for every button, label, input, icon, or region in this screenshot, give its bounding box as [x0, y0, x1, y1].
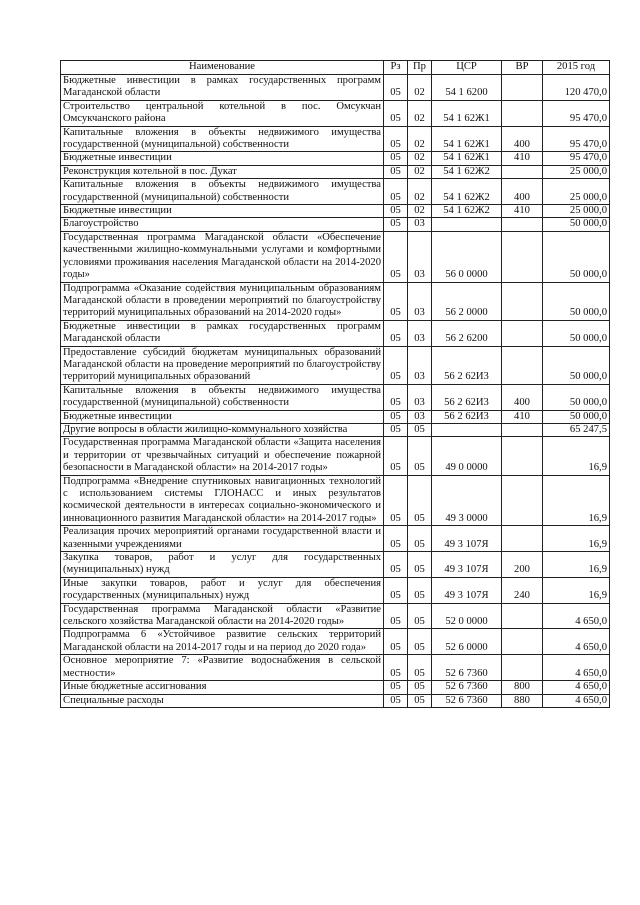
csr-cell: 49 3 107Я — [432, 552, 502, 578]
header-rz: Рз — [384, 61, 408, 75]
table-row — [61, 423, 610, 436]
amount-cell: 4 650,0 — [543, 603, 610, 629]
vr-cell: 200 — [502, 552, 543, 578]
csr-cell: 52 6 0000 — [432, 629, 502, 655]
table-row — [61, 410, 610, 423]
vr-cell — [502, 655, 543, 681]
table-row — [61, 282, 610, 320]
table-row — [61, 100, 610, 126]
rz-cell: 05 — [384, 681, 408, 694]
rz-cell: 05 — [384, 629, 408, 655]
row-name-cell: Специальные расходы — [61, 694, 384, 707]
row-name-cell: Государственная программа Магаданской области «Развитие сельского хозяйства Магаданской области на 2014-2020 годы» — [61, 603, 384, 629]
pr-cell: 05 — [408, 437, 432, 475]
row-name-cell: Подпрограмма «Внедрение спутниковых навигационных технологий с использованием системы ГЛОНАСС и иных результатов космической деятельности в интересах социально-экономического и инновационного развития Магаданской области» на 2014-2017 годы» — [61, 475, 384, 526]
table-row — [61, 437, 610, 475]
rz-cell: 05 — [384, 437, 408, 475]
amount-cell: 16,9 — [543, 475, 610, 526]
vr-cell — [502, 603, 543, 629]
vr-cell — [502, 526, 543, 552]
amount-cell: 25 000,0 — [543, 205, 610, 218]
table-row — [61, 179, 610, 205]
table-row — [61, 384, 610, 410]
rz-cell: 05 — [384, 100, 408, 126]
pr-cell: 02 — [408, 126, 432, 152]
vr-cell — [502, 437, 543, 475]
csr-cell: 54 1 62Ж2 — [432, 165, 502, 178]
vr-cell — [502, 346, 543, 384]
amount-cell: 16,9 — [543, 526, 610, 552]
pr-cell: 05 — [408, 577, 432, 603]
amount-cell: 50 000,0 — [543, 410, 610, 423]
amount-cell: 4 650,0 — [543, 681, 610, 694]
pr-cell: 05 — [408, 475, 432, 526]
csr-cell: 49 3 107Я — [432, 577, 502, 603]
row-name-cell: Бюджетные инвестиции в рамках государственных программ Магаданской области — [61, 320, 384, 346]
csr-cell — [432, 218, 502, 231]
row-name-cell: Иные закупки товаров, работ и услуг для обеспечения государственных (муниципальных) нужд — [61, 577, 384, 603]
vr-cell: 800 — [502, 681, 543, 694]
rz-cell: 05 — [384, 384, 408, 410]
amount-cell: 50 000,0 — [543, 218, 610, 231]
pr-cell: 05 — [408, 629, 432, 655]
amount-cell: 16,9 — [543, 552, 610, 578]
amount-cell: 4 650,0 — [543, 694, 610, 707]
vr-cell — [502, 475, 543, 526]
csr-cell: 56 2 0000 — [432, 282, 502, 320]
row-name-cell: Бюджетные инвестиции — [61, 152, 384, 165]
table-row — [61, 231, 610, 282]
table-body — [61, 75, 610, 708]
table-row — [61, 629, 610, 655]
row-name-cell: Основное мероприятие 7: «Развитие водоснабжения в сельской местности» — [61, 655, 384, 681]
amount-cell: 95 470,0 — [543, 126, 610, 152]
pr-cell: 02 — [408, 75, 432, 101]
row-name-cell: Благоустройство — [61, 218, 384, 231]
pr-cell: 05 — [408, 552, 432, 578]
amount-cell: 50 000,0 — [543, 384, 610, 410]
amount-cell: 50 000,0 — [543, 231, 610, 282]
rz-cell: 05 — [384, 423, 408, 436]
csr-cell: 54 1 62Ж2 — [432, 205, 502, 218]
table-row — [61, 75, 610, 101]
row-name-cell: Строительство центральной котельной в пос. Омсукчан Омсукчанского района — [61, 100, 384, 126]
pr-cell: 05 — [408, 423, 432, 436]
vr-cell — [502, 423, 543, 436]
table-row — [61, 152, 610, 165]
row-name-cell: Государственная программа Магаданской области «Обеспечение качественными жилищно-коммунальными услугами и комфортными условиями проживания населения Магаданской области на 2014-2020 годы» — [61, 231, 384, 282]
table-header-row — [61, 61, 610, 75]
amount-cell: 95 470,0 — [543, 100, 610, 126]
vr-cell: 410 — [502, 205, 543, 218]
table-row — [61, 655, 610, 681]
amount-cell: 16,9 — [543, 437, 610, 475]
row-name-cell: Закупка товаров, работ и услуг для государственных (муниципальных) нужд — [61, 552, 384, 578]
row-name-cell: Капитальные вложения в объекты недвижимого имущества государственной (муниципальной) собственности — [61, 126, 384, 152]
vr-cell: 410 — [502, 152, 543, 165]
amount-cell: 4 650,0 — [543, 629, 610, 655]
pr-cell: 03 — [408, 218, 432, 231]
pr-cell: 03 — [408, 346, 432, 384]
table-row — [61, 603, 610, 629]
csr-cell: 56 0 0000 — [432, 231, 502, 282]
pr-cell: 03 — [408, 282, 432, 320]
table-row — [61, 218, 610, 231]
amount-cell: 120 470,0 — [543, 75, 610, 101]
vr-cell: 240 — [502, 577, 543, 603]
row-name-cell: Бюджетные инвестиции — [61, 410, 384, 423]
pr-cell: 03 — [408, 231, 432, 282]
csr-cell: 56 2 6200 — [432, 320, 502, 346]
csr-cell: 49 3 107Я — [432, 526, 502, 552]
csr-cell: 49 0 0000 — [432, 437, 502, 475]
vr-cell: 400 — [502, 384, 543, 410]
rz-cell: 05 — [384, 179, 408, 205]
csr-cell: 54 1 6200 — [432, 75, 502, 101]
rz-cell: 05 — [384, 282, 408, 320]
vr-cell — [502, 320, 543, 346]
table-row — [61, 526, 610, 552]
vr-cell: 400 — [502, 126, 543, 152]
table-row — [61, 694, 610, 707]
pr-cell: 02 — [408, 152, 432, 165]
header-name: Наименование — [61, 61, 384, 75]
row-name-cell: Реконструкция котельной в пос. Дукат — [61, 165, 384, 178]
vr-cell — [502, 231, 543, 282]
rz-cell: 05 — [384, 475, 408, 526]
pr-cell: 02 — [408, 100, 432, 126]
pr-cell: 02 — [408, 165, 432, 178]
row-name-cell: Капитальные вложения в объекты недвижимого имущества государственной (муниципальной) собственности — [61, 384, 384, 410]
vr-cell: 400 — [502, 179, 543, 205]
pr-cell: 05 — [408, 603, 432, 629]
row-name-cell: Подпрограмма «Оказание содействия муниципальным образованиям Магаданской области в проведении мероприятий по благоустройству территорий муниципальных образований на 2014-2020 годы» — [61, 282, 384, 320]
table-row — [61, 346, 610, 384]
vr-cell — [502, 75, 543, 101]
pr-cell: 05 — [408, 681, 432, 694]
rz-cell: 05 — [384, 694, 408, 707]
row-name-cell: Капитальные вложения в объекты недвижимого имущества государственной (муниципальной) собственности — [61, 179, 384, 205]
csr-cell: 52 6 7360 — [432, 694, 502, 707]
pr-cell: 02 — [408, 179, 432, 205]
csr-cell: 52 6 7360 — [432, 681, 502, 694]
pr-cell: 03 — [408, 410, 432, 423]
table-row — [61, 681, 610, 694]
vr-cell — [502, 165, 543, 178]
vr-cell: 410 — [502, 410, 543, 423]
pr-cell: 03 — [408, 384, 432, 410]
rz-cell: 05 — [384, 410, 408, 423]
csr-cell: 54 1 62Ж1 — [432, 152, 502, 165]
rz-cell: 05 — [384, 75, 408, 101]
header-pr: Пр — [408, 61, 432, 75]
row-name-cell: Реализация прочих мероприятий органами государственной власти и казенными учреждениями — [61, 526, 384, 552]
amount-cell: 50 000,0 — [543, 282, 610, 320]
csr-cell: 54 1 62Ж2 — [432, 179, 502, 205]
table-row — [61, 126, 610, 152]
budget-table — [60, 60, 610, 708]
rz-cell: 05 — [384, 655, 408, 681]
amount-cell: 16,9 — [543, 577, 610, 603]
table-row — [61, 475, 610, 526]
rz-cell: 05 — [384, 231, 408, 282]
rz-cell: 05 — [384, 126, 408, 152]
vr-cell — [502, 218, 543, 231]
csr-cell: 49 3 0000 — [432, 475, 502, 526]
row-name-cell: Государственная программа Магаданской области «Защита населения и территории от чрезвычайных ситуаций и обеспечение пожарной безопасности в Магаданской области» на 2014-2017 годы» — [61, 437, 384, 475]
pr-cell: 05 — [408, 694, 432, 707]
header-year-2015: 2015 год — [543, 61, 610, 75]
pr-cell: 05 — [408, 526, 432, 552]
rz-cell: 05 — [384, 205, 408, 218]
csr-cell: 56 2 62И3 — [432, 346, 502, 384]
rz-cell: 05 — [384, 552, 408, 578]
row-name-cell: Иные бюджетные ассигнования — [61, 681, 384, 694]
pr-cell: 02 — [408, 205, 432, 218]
row-name-cell: Бюджетные инвестиции — [61, 205, 384, 218]
amount-cell: 50 000,0 — [543, 346, 610, 384]
row-name-cell: Другие вопросы в области жилищно-коммунального хозяйства — [61, 423, 384, 436]
rz-cell: 05 — [384, 577, 408, 603]
vr-cell: 880 — [502, 694, 543, 707]
header-vr: ВР — [502, 61, 543, 75]
pr-cell: 05 — [408, 655, 432, 681]
document-page — [60, 60, 609, 708]
amount-cell: 25 000,0 — [543, 179, 610, 205]
rz-cell: 05 — [384, 152, 408, 165]
pr-cell: 03 — [408, 320, 432, 346]
csr-cell — [432, 423, 502, 436]
rz-cell: 05 — [384, 526, 408, 552]
row-name-cell: Предоставление субсидий бюджетам муниципальных образований Магаданской области на проведение мероприятий по благоустройству территорий муниципальных образований — [61, 346, 384, 384]
amount-cell: 4 650,0 — [543, 655, 610, 681]
rz-cell: 05 — [384, 165, 408, 178]
amount-cell: 95 470,0 — [543, 152, 610, 165]
rz-cell: 05 — [384, 346, 408, 384]
vr-cell — [502, 282, 543, 320]
header-csr: ЦСР — [432, 61, 502, 75]
rz-cell: 05 — [384, 218, 408, 231]
csr-cell: 52 0 0000 — [432, 603, 502, 629]
vr-cell — [502, 629, 543, 655]
csr-cell: 54 1 62Ж1 — [432, 126, 502, 152]
csr-cell: 52 6 7360 — [432, 655, 502, 681]
table-row — [61, 577, 610, 603]
amount-cell: 25 000,0 — [543, 165, 610, 178]
row-name-cell: Подпрограмма 6 «Устойчивое развитие сельских территорий Магаданской области на 2014-2017 годы и на период до 2020 года» — [61, 629, 384, 655]
table-row — [61, 165, 610, 178]
amount-cell: 50 000,0 — [543, 320, 610, 346]
vr-cell — [502, 100, 543, 126]
csr-cell: 56 2 62И3 — [432, 410, 502, 423]
rz-cell: 05 — [384, 603, 408, 629]
amount-cell: 65 247,5 — [543, 423, 610, 436]
csr-cell: 54 1 62Ж1 — [432, 100, 502, 126]
csr-cell: 56 2 62И3 — [432, 384, 502, 410]
row-name-cell: Бюджетные инвестиции в рамках государственных программ Магаданской области — [61, 75, 384, 101]
rz-cell: 05 — [384, 320, 408, 346]
table-row — [61, 205, 610, 218]
table-row — [61, 552, 610, 578]
table-row — [61, 320, 610, 346]
